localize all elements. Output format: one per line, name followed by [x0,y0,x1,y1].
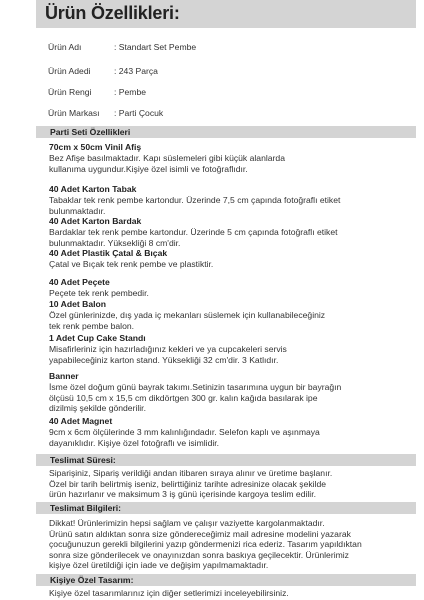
delivery-info-line: sonra size gönderilecek ve onayınızdan sonra baskıya geçilecektir. Ürünlerimiz [49,549,349,560]
info-value: : Pembe [114,87,147,97]
item-magnet [49,416,411,448]
page-title: Ürün Özellikleri: [45,3,180,23]
section-title: Teslimat Süresi: [50,455,116,465]
item-banner [49,371,411,414]
section-delivery [36,454,416,466]
item-napkin [49,277,411,299]
item-line: ölçüsü 10,5 cm x 15,5 cm dikdörtgen 300 gr. kalın kağıda basılarak ipe [49,392,318,403]
item-line: 9cm x 6cm ölçülerinde 3 mm kalınlığındadır. Selefon kaplı ve aşınmaya [49,427,320,437]
item-heading: 1 Adet Cup Cake Standı [49,333,146,343]
section-title: Teslimat Bilgileri: [50,503,121,513]
delivery-line: Özel bir tarih belirtmiş iseniz, belirttiğiniz tarihte adresinize olacak şekilde [49,478,327,489]
item-fork-knife [49,248,411,270]
delivery-line: ürün hazırlanır ve maksimum 3 iş günü içerisinde kargoya teslim edilir. [49,489,316,500]
delivery-info-line: Dikkat! Ürünlerimizin hepsi sağlam ve çalışır vaziyette kargolanmaktadır. [49,518,325,528]
item-line: Bez Afişe basılmaktadır. Kapı süslemeleri gibi küçük alanlarda [49,153,285,163]
item-heading: 40 Adet Peçete [49,277,110,287]
info-row-name [48,42,196,52]
custom-design-text [49,588,411,599]
item-heading: 40 Adet Magnet [49,416,113,426]
item-heading: 70cm x 50cm Vinil Afiş [49,142,142,152]
item-line: Misafirleriniz için hazırladığınız kekleri ve ya cupcakeleri servis [49,344,287,354]
info-label: Ürün Adedi [48,66,91,76]
item-line: yapabileceğiniz karton stand. Yüksekliği 32 cm'dir. 3 Katlıdır. [49,354,279,365]
item-heading: 40 Adet Karton Tabak [49,184,137,194]
delivery-info-line: kişiye özel üretildiği için iade ve değişim yapılmamaktadır. [49,560,269,571]
section-custom-design [36,574,416,586]
item-line: Tabaklar tek renk pembe kartondur. Üzerinde 7,5 cm çapında fotoğraflı etiket [49,195,341,205]
delivery-text [49,468,411,500]
info-label: Ürün Adı [48,42,82,52]
item-vinyl-poster [49,142,411,174]
item-cupcake-stand [49,333,411,365]
page-title-bar [36,0,416,28]
delivery-info-line: çocuğunuzun gerekli bilgilerini yazıp göndermenizi rica ederiz. Tasarım yapıldıktan [49,539,362,550]
item-line: tek renk pembe balon. [49,320,135,331]
item-heading: 40 Adet Plastik Çatal & Bıçak [49,248,168,258]
item-heading: 40 Adet Karton Bardak [49,216,142,226]
info-value: : Standart Set Pembe [114,42,197,52]
info-row-count [48,66,158,76]
item-line: dizilmiş şekilde gönderilir. [49,403,146,414]
item-line: Bardaklar tek renk pembe kartondur. Üzerinde 5 cm çapında fotoğraflı etiket [49,227,338,237]
info-value: : Parti Çocuk [114,108,164,118]
section-features [36,126,416,138]
item-heading: Banner [49,371,79,381]
item-line: Peçete tek renk pembedir. [49,288,149,298]
item-balloon [49,299,411,331]
info-row-brand [48,108,163,118]
section-delivery-info [36,502,416,514]
delivery-info-line: Ürünü satın aldıktan sonra size göndereceğimiz mail adresine modelini yazarak [49,528,351,539]
info-value: : 243 Parça [114,66,158,76]
section-title: Parti Seti Özellikleri [50,127,131,137]
item-paper-cup [49,216,411,248]
item-heading: 10 Adet Balon [49,299,106,309]
item-line: İsme özel doğum günü bayrak takımı.Setinizin tasarımına uygun bir bayrağın [49,382,342,392]
item-line: bulunmaktadır. [49,205,106,216]
section-title: Kişiye Özel Tasarım: [50,575,134,585]
item-line: bulunmaktadır. Yüksekliği 8 cm'dir. [49,237,181,248]
item-paper-plate [49,184,411,216]
info-label: Ürün Markası [48,108,100,118]
item-line: kullanıma uygundur.Kişiye özel isimli ve fotoğraflıdır. [49,163,248,174]
delivery-line: Siparişiniz, Sipariş verildiği andan itibaren sıraya alınır ve üretime başlanır. [49,468,333,478]
info-label: Ürün Rengi [48,87,92,97]
delivery-info-text [49,518,411,571]
item-line: Çatal ve Bıçak tek renk pembe ve plastiktir. [49,259,214,269]
item-line: Özel günlerinizde, dış yada iç mekanları süslemek için kullanabileceğiniz [49,310,326,320]
custom-line: Kişiye özel tasarımlarınız için diğer setlerimizi inceleyebilirsiniz. [49,588,289,598]
item-line: dayanıklıdır. Kişiye özel fotoğraflı ve isimlidir. [49,437,220,448]
info-row-color [48,87,146,97]
